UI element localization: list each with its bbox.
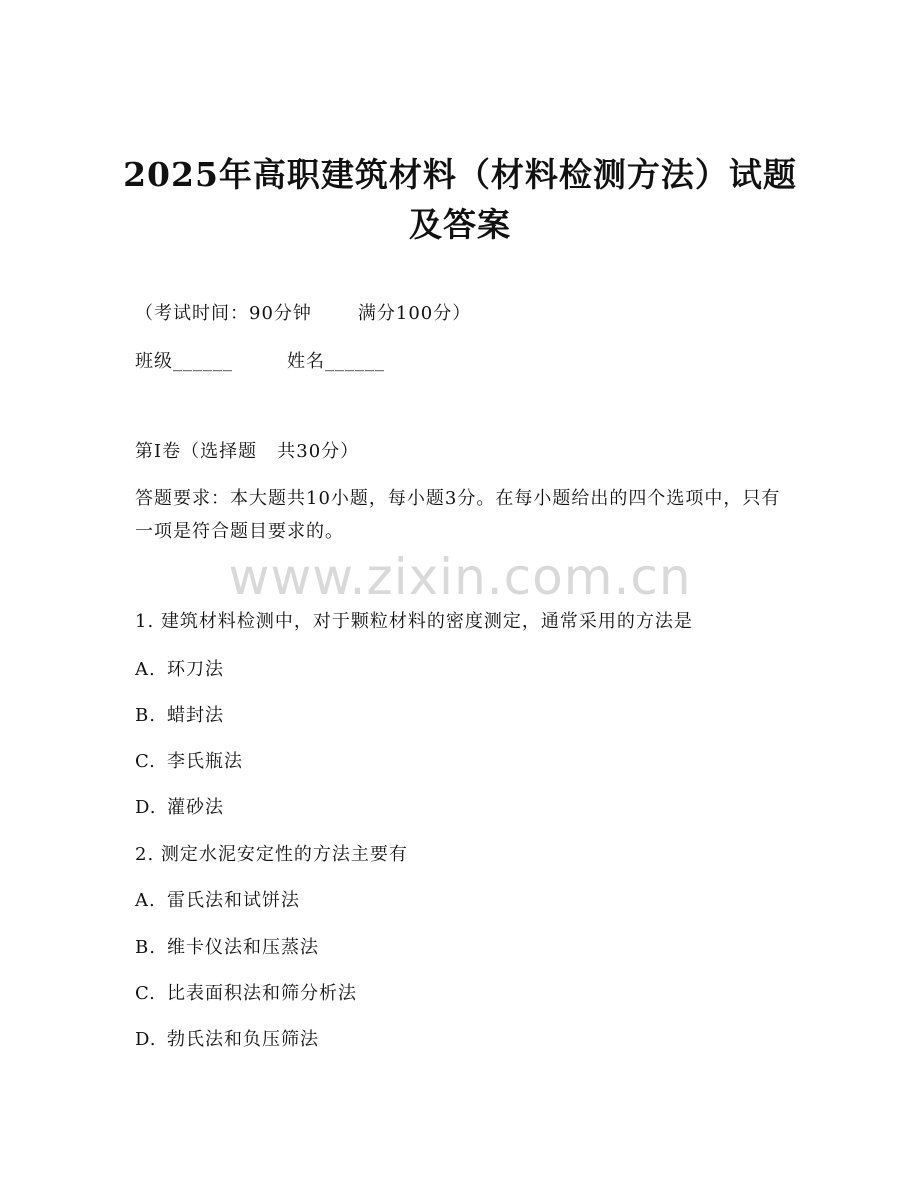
question-1-stem: 1. 建筑材料检测中，对于颗粒材料的密度测定，通常采用的方法是 [135, 611, 693, 632]
question-1-option-d [135, 792, 224, 824]
question-2-option-b [135, 932, 319, 964]
option-letter: C. [135, 983, 156, 1004]
option-text: 雷氏法和试饼法 [167, 890, 300, 911]
option-letter: B. [135, 937, 156, 958]
question-2-option-c [135, 978, 357, 1010]
section-heading: 第I卷（选择题 共30分） [135, 441, 360, 462]
option-letter: A. [135, 890, 156, 911]
option-text: 灌砂法 [167, 797, 224, 818]
question-2-option-a [135, 885, 300, 917]
option-text: 维卡仪法和压蒸法 [167, 937, 319, 958]
full-score: 满分100分） [357, 303, 472, 324]
class-field: 班级______ [135, 351, 233, 372]
exam-time: （考试时间：90分钟 [135, 303, 312, 324]
question-1-option-b [135, 700, 224, 732]
option-text: 蜡封法 [167, 705, 224, 726]
question-2-stem: 2. 测定水泥安定性的方法主要有 [135, 844, 408, 865]
option-letter: D. [135, 1029, 157, 1050]
student-fields [135, 346, 385, 378]
option-letter: B. [135, 705, 156, 726]
title-line-2: 及答案 [409, 205, 511, 244]
name-field: 姓名______ [287, 351, 385, 372]
watermark: www.zixin.com.cn [228, 548, 692, 606]
option-text: 比表面积法和筛分析法 [167, 983, 357, 1004]
option-text: 环刀法 [167, 659, 224, 680]
document-title [120, 150, 800, 250]
question-1-option-c [135, 746, 243, 778]
option-letter: C. [135, 751, 156, 772]
question-2-option-d [135, 1024, 319, 1056]
title-line-1: 2025年高职建筑材料（材料检测方法）试题 [123, 155, 797, 194]
option-letter: D. [135, 797, 157, 818]
exam-info [135, 298, 471, 330]
instructions: 答题要求：本大题共10小题，每小题3分。在每小题给出的四个选项中，只有一项是符合题目要求的。 [135, 488, 781, 542]
option-text: 勃氏法和负压筛法 [167, 1029, 319, 1050]
option-text: 李氏瓶法 [167, 751, 243, 772]
option-letter: A. [135, 659, 156, 680]
question-1-option-a [135, 654, 224, 686]
